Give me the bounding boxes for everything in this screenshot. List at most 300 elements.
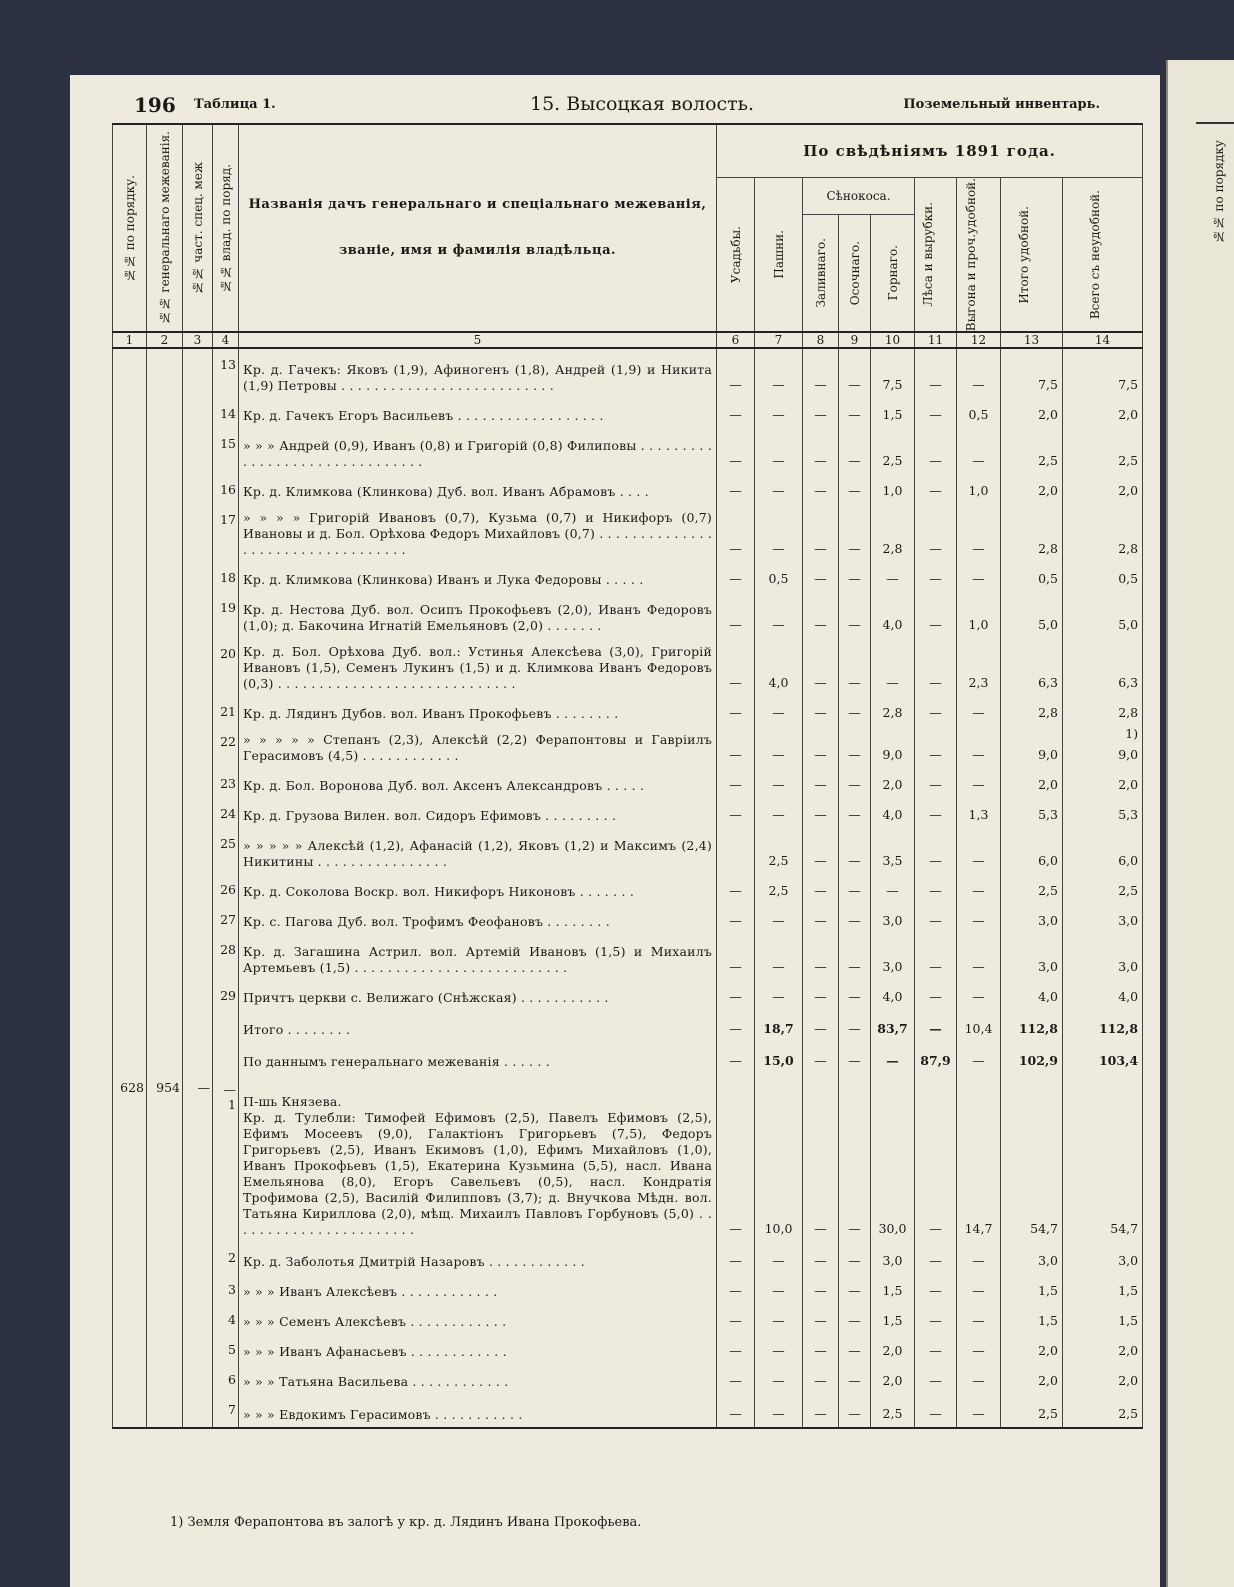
value-cell: —: [957, 428, 1001, 474]
owner-index: 19: [213, 592, 239, 638]
value-cell: —: [717, 428, 755, 474]
special-survey-number: [183, 828, 213, 874]
value-cell: —: [755, 428, 803, 474]
value-cell: 3,0: [871, 1242, 915, 1274]
value-cell: —: [717, 934, 755, 980]
value-cell: —: [717, 768, 755, 798]
value-cell: 1,5: [1063, 1274, 1143, 1304]
value-cell: —: [915, 638, 957, 696]
value-cell: —: [871, 1042, 915, 1074]
special-survey-number: [183, 798, 213, 828]
value-cell: —: [803, 934, 839, 980]
owner-index: 7: [213, 1394, 239, 1428]
value-cell: —: [839, 904, 871, 934]
footnote-marker: 1): [1125, 726, 1139, 742]
value-cell: —: [915, 348, 957, 398]
row-number: [113, 1274, 147, 1304]
value-cell: —: [755, 1394, 803, 1428]
special-survey-number: [183, 1364, 213, 1394]
general-survey-number: [147, 904, 183, 934]
general-survey-number: [147, 1042, 183, 1074]
value-text: 9,0: [1118, 747, 1139, 763]
value-cell: 4,0: [1063, 980, 1143, 1010]
value-cell: 112,8: [1001, 1010, 1063, 1042]
value-cell: —: [871, 874, 915, 904]
column-number: 1: [113, 332, 147, 348]
value-cell: —: [915, 828, 957, 874]
value-cell: 2,5: [871, 428, 915, 474]
value-cell: —: [803, 1010, 839, 1042]
general-survey-number: [147, 1334, 183, 1364]
value-cell: —: [957, 1304, 1001, 1334]
value-cell: —: [803, 1042, 839, 1074]
value-cell: 87,9: [915, 1042, 957, 1074]
general-survey-number: [147, 874, 183, 904]
row-number: [113, 638, 147, 696]
value-cell: —: [755, 934, 803, 980]
next-page-rule: [1196, 122, 1234, 124]
header-col-2: №№ генеральнаго межеванія.: [147, 124, 183, 332]
row-number: [113, 1334, 147, 1364]
value-cell: —: [755, 696, 803, 726]
owner-index: 29: [213, 980, 239, 1010]
owner-name: » » » Татьяна Васильева . . . . . . . . . . . .: [239, 1364, 717, 1394]
owner-name: Кр. д. Гачекъ Егоръ Васильевъ . . . . . . . . . . . . . . . . . .: [239, 398, 717, 428]
value-cell: 2,5: [1063, 1394, 1143, 1428]
value-cell: 54,7: [1001, 1074, 1063, 1242]
value-cell: —: [957, 696, 1001, 726]
value-cell: —: [717, 1242, 755, 1274]
value-cell: —: [717, 474, 755, 504]
value-cell: —: [755, 1304, 803, 1334]
value-cell: 2,0: [871, 768, 915, 798]
value-cell: —: [839, 428, 871, 474]
value-cell: —: [915, 798, 957, 828]
special-survey-number: [183, 562, 213, 592]
row-number: [113, 428, 147, 474]
owner-name: Итого . . . . . . . .: [239, 1010, 717, 1042]
value-cell: 15,0: [755, 1042, 803, 1074]
owner-name: » » » » » Алексѣй (1,2), Афанасій (1,2), Яковъ (1,2) и Максимъ (2,4) Никитины . . . . . . . . . . . . . . . .: [239, 828, 717, 874]
row-number: [113, 1010, 147, 1042]
value-cell: 7,5: [871, 348, 915, 398]
value-cell: —: [957, 1042, 1001, 1074]
value-cell: —: [839, 696, 871, 726]
owner-name: » » » Семенъ Алексѣевъ . . . . . . . . . . . .: [239, 1304, 717, 1334]
value-cell: 5,3: [1001, 798, 1063, 828]
value-cell: 1,0: [957, 592, 1001, 638]
value-cell: 7,5: [1063, 348, 1143, 398]
general-survey-number: 954: [147, 1074, 183, 1242]
value-cell: 4,0: [871, 592, 915, 638]
general-survey-number: [147, 474, 183, 504]
column-number: 10: [871, 332, 915, 348]
value-cell: —: [871, 638, 915, 696]
value-cell: —: [839, 726, 871, 768]
header-col-4: №№ влад. по поряд.: [213, 124, 239, 332]
value-cell: 2,8: [1001, 504, 1063, 562]
value-cell: —: [803, 428, 839, 474]
value-cell: 0,5: [1063, 562, 1143, 592]
value-cell: —: [803, 904, 839, 934]
value-cell: —: [803, 1274, 839, 1304]
header-col-3: №№ част. спец. меж: [183, 124, 213, 332]
column-number: 12: [957, 332, 1001, 348]
general-survey-number: [147, 726, 183, 768]
table-row: [113, 428, 1143, 474]
owner-index: — 1: [213, 1074, 239, 1242]
value-cell: 2,8: [1063, 504, 1143, 562]
value-cell: 2,5: [1001, 428, 1063, 474]
general-survey-number: [147, 934, 183, 980]
owner-name: » » » Иванъ Афанасьевъ . . . . . . . . . . . .: [239, 1334, 717, 1364]
value-cell: —: [803, 398, 839, 428]
value-cell: —: [803, 1394, 839, 1428]
value-cell: —: [957, 904, 1001, 934]
header-senokos: Сѣнокоса.: [803, 178, 915, 215]
row-number: [113, 504, 147, 562]
general-survey-number: [147, 428, 183, 474]
value-cell: 2,8: [871, 696, 915, 726]
value-cell: —: [803, 726, 839, 768]
value-cell: —: [839, 1010, 871, 1042]
value-cell: 2,3: [957, 638, 1001, 696]
row-number: [113, 874, 147, 904]
row-number: [113, 348, 147, 398]
value-cell: —: [915, 980, 957, 1010]
special-survey-number: —: [183, 1074, 213, 1242]
value-cell: —: [839, 874, 871, 904]
owner-index: 16: [213, 474, 239, 504]
owner-index: [213, 1042, 239, 1074]
value-cell: 2,0: [1063, 398, 1143, 428]
general-survey-number: [147, 1304, 183, 1334]
special-survey-number: [183, 980, 213, 1010]
owner-name: Кр. д. Гачекъ: Яковъ (1,9), Афиногенъ (1,8), Андрей (1,9) и Никита (1,9) Петровы . . . . . . . . . . . . . . . . . . . . . . . . . .: [239, 348, 717, 398]
page-number: 196: [134, 93, 176, 117]
value-cell: —: [839, 1334, 871, 1364]
special-survey-number: [183, 638, 213, 696]
table-row: [113, 980, 1143, 1010]
table-row: [113, 1010, 1143, 1042]
owner-index: 21: [213, 696, 239, 726]
value-cell: —: [957, 1242, 1001, 1274]
value-cell: —: [839, 1074, 871, 1242]
value-cell: —: [803, 696, 839, 726]
value-cell: —: [803, 348, 839, 398]
value-cell: 2,5: [1001, 874, 1063, 904]
value-cell: 1,5: [1001, 1274, 1063, 1304]
value-cell: —: [717, 562, 755, 592]
row-number: [113, 1364, 147, 1394]
value-cell: 5,0: [1063, 592, 1143, 638]
value-cell: —: [803, 638, 839, 696]
value-cell: 2,5: [1001, 1394, 1063, 1428]
value-cell: 103,4: [1063, 1042, 1143, 1074]
owner-index: [213, 1010, 239, 1042]
value-cell: 2,0: [1063, 474, 1143, 504]
value-cell: —: [803, 592, 839, 638]
owner-name: Кр. д. Нестова Дуб. вол. Осипъ Прокофьевъ (2,0), Иванъ Федоровъ (1,0); д. Бакочина Игнатій Емельяновъ (2,0) . . . . . . .: [239, 592, 717, 638]
special-survey-number: [183, 1274, 213, 1304]
owner-name: Кр. д. Бол. Орѣхова Дуб. вол.: Устинья Алексѣева (3,0), Григорій Ивановъ (1,5), Семенъ Лукинъ (1,5) и д. Климкова Иванъ Федоровъ (0,3) . . . . . . . . . . . . . . . . . . . . . . . . . . . . .: [239, 638, 717, 696]
column-number: 4: [213, 332, 239, 348]
special-survey-number: [183, 1242, 213, 1274]
value-cell: —: [755, 726, 803, 768]
footnote: 1) Земля Ферапонтова въ залогѣ у кр. д. Лядинъ Ивана Прокофьева.: [170, 1515, 642, 1530]
row-number: [113, 474, 147, 504]
value-cell: 3,0: [1001, 904, 1063, 934]
general-survey-number: [147, 1242, 183, 1274]
general-survey-number: [147, 562, 183, 592]
header-col-1: №№ по порядку.: [113, 124, 147, 332]
owner-name: Причтъ церкви с. Велижаго (Снѣжская) . . . . . . . . . . .: [239, 980, 717, 1010]
special-survey-number: [183, 474, 213, 504]
value-cell: 2,0: [1001, 768, 1063, 798]
row-number: [113, 726, 147, 768]
header-col-14: Всего съ неудобной.: [1063, 178, 1143, 333]
special-survey-number: [183, 726, 213, 768]
general-survey-number: [147, 980, 183, 1010]
value-cell: —: [717, 1274, 755, 1304]
next-page-edge: [1166, 60, 1234, 1587]
special-survey-number: [183, 1042, 213, 1074]
value-cell: —: [803, 874, 839, 904]
row-number: [113, 798, 147, 828]
value-cell: 4,0: [871, 980, 915, 1010]
column-number: 2: [147, 332, 183, 348]
value-cell: —: [957, 348, 1001, 398]
value-cell: —: [839, 798, 871, 828]
row-number: [113, 934, 147, 980]
value-cell: —: [717, 874, 755, 904]
owner-name: Кр. д. Загашина Астрил. вол. Артемій Ивановъ (1,5) и Михаилъ Артемьевъ (1,5) . . . . . . . . . . . . . . . . . . . . . . . . . .: [239, 934, 717, 980]
header-col-7: Пашни.: [755, 178, 803, 333]
row-number: [113, 1304, 147, 1334]
value-cell: 2,5: [1063, 874, 1143, 904]
owner-index: 13: [213, 348, 239, 398]
value-cell: —: [717, 696, 755, 726]
value-cell: 10,0: [755, 1074, 803, 1242]
value-cell: —: [717, 980, 755, 1010]
table-row: [113, 874, 1143, 904]
owner-name: Кр. д. Климкова (Клинкова) Иванъ и Лука Федоровы . . . . .: [239, 562, 717, 592]
value-cell: —: [957, 828, 1001, 874]
inventory-table: [112, 123, 1143, 1429]
table-row: [113, 768, 1143, 798]
general-survey-number: [147, 1364, 183, 1394]
value-cell: —: [915, 562, 957, 592]
table-row: [113, 504, 1143, 562]
value-cell: 1,5: [1063, 1304, 1143, 1334]
value-cell: —: [915, 726, 957, 768]
value-cell: —: [803, 1242, 839, 1274]
value-cell: —: [717, 1074, 755, 1242]
row-number: [113, 398, 147, 428]
value-cell: —: [803, 562, 839, 592]
owner-index: 22: [213, 726, 239, 768]
value-cell: —: [957, 934, 1001, 980]
value-cell: —: [915, 398, 957, 428]
owner-name: П-шь Князева. Кр. д. Тулебли: Тимофей Ефимовъ (2,5), Павелъ Ефимовъ (2,5), Ефимъ Мосеевъ (9,0), Галактіонъ Григорьевъ (7,5), Федоръ Григорьевъ (2,5), Иванъ Екимовъ (1,0), Ефимъ Михайловъ (1,0), Иванъ Прокофьевъ (1,5), Екатерина Кузьмина (5,5), насл. Ивана Емельянова (8,0), Егоръ Савельевъ (0,5), насл. Кондратія Трофимова (2,5), Василій Филипповъ (3,7); д. Внучкова Мѣдн. вол. Татьяна Кириллова (2,0), мѣщ. Михаилъ Павловъ Горбуновъ (5,0) . . . . . . . . . . . . . . . . . . . . . . .: [239, 1074, 717, 1242]
owner-index: 27: [213, 904, 239, 934]
table-row: [113, 1304, 1143, 1334]
value-cell: —: [803, 828, 839, 874]
value-cell: —: [839, 1242, 871, 1274]
document-page: [70, 75, 1160, 1587]
column-number: 11: [915, 332, 957, 348]
value-cell: —: [839, 1394, 871, 1428]
row-number: [113, 696, 147, 726]
value-cell: 3,0: [1063, 934, 1143, 980]
value-cell: —: [717, 504, 755, 562]
value-cell: —: [957, 1394, 1001, 1428]
value-cell: 54,7: [1063, 1074, 1143, 1242]
owner-index: 26: [213, 874, 239, 904]
owner-index: 17: [213, 504, 239, 562]
value-cell: —: [755, 348, 803, 398]
value-cell: 3,0: [871, 904, 915, 934]
value-cell: —: [717, 1010, 755, 1042]
row-number: [113, 1242, 147, 1274]
special-survey-number: [183, 1394, 213, 1428]
value-cell: —: [915, 1074, 957, 1242]
value-cell: 3,0: [1063, 1242, 1143, 1274]
value-cell: 1,3: [957, 798, 1001, 828]
value-cell: 3,0: [1001, 1242, 1063, 1274]
value-cell: 6,0: [1063, 828, 1143, 874]
row-number: [113, 980, 147, 1010]
value-cell: —: [803, 504, 839, 562]
row-number: [113, 768, 147, 798]
value-cell: —: [915, 1274, 957, 1304]
value-cell: 2,0: [1001, 474, 1063, 504]
owner-name: Кр. д. Соколова Воскр. вол. Никифоръ Никоновъ . . . . . . .: [239, 874, 717, 904]
table-row: [113, 1364, 1143, 1394]
value-cell: —: [957, 1334, 1001, 1364]
header-col-8: Заливнаго.: [803, 214, 839, 332]
value-cell: —: [915, 1334, 957, 1364]
special-survey-number: [183, 904, 213, 934]
value-cell: 3,5: [871, 828, 915, 874]
value-cell: —: [957, 1364, 1001, 1394]
special-survey-number: [183, 1334, 213, 1364]
value-cell: [1063, 726, 1143, 768]
special-survey-number: [183, 428, 213, 474]
column-number: 5: [239, 332, 717, 348]
value-cell: —: [717, 726, 755, 768]
value-cell: —: [915, 904, 957, 934]
value-cell: —: [755, 398, 803, 428]
value-cell: 112,8: [1063, 1010, 1143, 1042]
special-survey-number: [183, 398, 213, 428]
value-cell: —: [755, 904, 803, 934]
value-cell: —: [755, 1242, 803, 1274]
owner-index: 4: [213, 1304, 239, 1334]
header-group-1891: По свѣдѣніямъ 1891 года.: [717, 124, 1143, 178]
value-cell: —: [839, 592, 871, 638]
special-survey-number: [183, 1010, 213, 1042]
value-cell: —: [915, 874, 957, 904]
value-cell: —: [915, 592, 957, 638]
special-survey-number: [183, 348, 213, 398]
value-cell: 2,0: [871, 1364, 915, 1394]
special-survey-number: [183, 592, 213, 638]
value-cell: —: [915, 1364, 957, 1394]
value-cell: [717, 828, 755, 874]
value-cell: —: [755, 798, 803, 828]
value-cell: —: [803, 980, 839, 1010]
value-cell: 30,0: [871, 1074, 915, 1242]
value-cell: —: [839, 768, 871, 798]
value-cell: —: [915, 1394, 957, 1428]
value-cell: —: [803, 798, 839, 828]
value-cell: 2,0: [1001, 398, 1063, 428]
value-cell: —: [755, 474, 803, 504]
value-cell: 6,0: [1001, 828, 1063, 874]
owner-name: » » » Евдокимъ Герасимовъ . . . . . . . . . . .: [239, 1394, 717, 1428]
value-cell: 1,5: [1001, 1304, 1063, 1334]
value-cell: 2,8: [1063, 696, 1143, 726]
general-survey-number: [147, 798, 183, 828]
value-cell: —: [803, 1074, 839, 1242]
value-cell: 2,5: [755, 828, 803, 874]
table-row: [113, 934, 1143, 980]
header-col-13: Итого удобной.: [1001, 178, 1063, 333]
table-row: [113, 726, 1143, 768]
general-survey-number: [147, 348, 183, 398]
column-number: 8: [803, 332, 839, 348]
value-cell: 2,0: [871, 1334, 915, 1364]
value-cell: 3,0: [871, 934, 915, 980]
special-survey-number: [183, 1304, 213, 1334]
owner-index: 6: [213, 1364, 239, 1394]
value-cell: 2,8: [871, 504, 915, 562]
value-cell: 1,5: [871, 1274, 915, 1304]
special-survey-number: [183, 934, 213, 980]
table-row: [113, 696, 1143, 726]
value-cell: 3,0: [1001, 934, 1063, 980]
value-cell: 18,7: [755, 1010, 803, 1042]
special-survey-number: [183, 696, 213, 726]
value-cell: —: [839, 828, 871, 874]
general-survey-number: [147, 768, 183, 798]
value-cell: —: [839, 504, 871, 562]
value-cell: 2,0: [1063, 768, 1143, 798]
next-page-column-header: №№ по порядку: [1212, 140, 1226, 244]
owner-index: 2: [213, 1242, 239, 1274]
value-cell: 9,0: [871, 726, 915, 768]
value-cell: —: [755, 1274, 803, 1304]
value-cell: 4,0: [871, 798, 915, 828]
value-cell: —: [839, 638, 871, 696]
row-number: [113, 592, 147, 638]
value-cell: 0,5: [957, 398, 1001, 428]
general-survey-number: [147, 398, 183, 428]
owner-index: 20: [213, 638, 239, 696]
value-cell: 2,0: [1063, 1334, 1143, 1364]
value-cell: —: [717, 1304, 755, 1334]
table-row: [113, 592, 1143, 638]
column-number: 13: [1001, 332, 1063, 348]
value-cell: 2,5: [871, 1394, 915, 1428]
general-survey-number: [147, 638, 183, 696]
owner-index: 24: [213, 798, 239, 828]
table-row: [113, 1394, 1143, 1428]
special-survey-number: [183, 874, 213, 904]
value-cell: 0,5: [1001, 562, 1063, 592]
value-cell: 2,0: [1001, 1364, 1063, 1394]
